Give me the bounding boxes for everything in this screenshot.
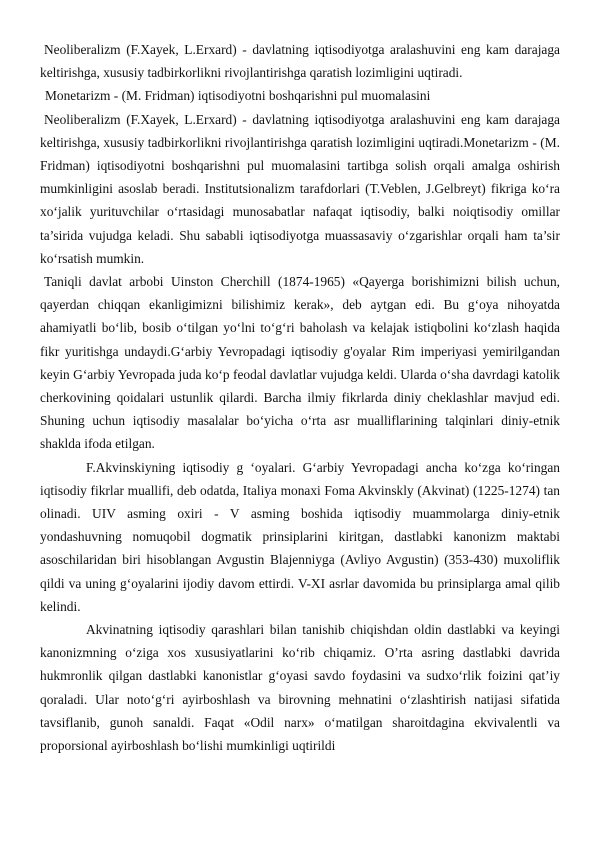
paragraph-akvinskiy: F.Akvinskiyning iqtisodiy g ‘oyalari. G‘arbiy Yevropadagi ancha ko‘zga ko‘ringan iqtisodiy fikrlar muallifi, deb odatda, Italiya monaxi Foma Akvinskly (Akvinat) (1225-1274) tan olinadi. UIV asming oxiri - V asming boshida iqtisodiy muammolarga diniy-etnik yondashuvning nomuqobil dogmatik prinsiplarini kiritgan, dastlabki kanonizm maktabi asoschilaridan biri hisoblangan Avgustin Blajenniyga (Avliyo Avgustin) (353-430) muxoliflik qildi va uning g‘oyalarini ijodiy davom ettirdi. V-XI asrlar davomida bu prinsiplarga amal qilib kelindi. <box>40 459 560 614</box>
document-page <box>40 38 560 757</box>
paragraph-neoliberalizm-full: Neoliberalizm (F.Xayek, L.Erxard) - davlatning iqtisodiyotga aralashuvini eng kam darajaga keltirishga, xususiy tadbirkorlikni rivojlantirishga qaratish lozimligini uqtiradi.Monetarizm - (M. Fridman) iqtisodiyotni boshqarishni pul muomalasini tartibga solish orqali amalga oshirish mumkinligini asoslab beradi. Institutsionalizm tarafdorlari (T.Veblen, J.Gelbreyt) fikriga ko‘ra xo‘jalik yurituvchilar o‘rtasidagi munosabatlar nafaqat iqtisodiy, balki noiqtisodiy omillar ta’sirida vujudga keladi. Shu sababli iqtisodiyotga muassasaviy o‘zgarishlar orqali ham ta’sir ko‘rsatish mumkin. <box>40 111 560 266</box>
paragraph-neoliberalizm-intro: Neoliberalizm (F.Xayek, L.Erxard) - davlatning iqtisodiyotga aralashuvini eng kam darajaga keltirishga, xususiy tadbirkorlikni rivojlantirishga qaratish lozimligini uqtiradi. <box>40 42 560 81</box>
paragraph-akvinat-views: Akvinatning iqtisodiy qarashlari bilan tanishib chiqishdan oldin dastlabki va keyingi kanonizmning o‘ziga xos xususiyatlarini ko‘rib chiqamiz. O’rta asring dastlabki davrida hukmronlik qilgan dastlabki kanonistlar g‘oyasi savdo foydasini va sudxo‘rlik foizini qat’iy qoraladi. Ular noto‘g‘ri ayirboshlash va birovning mehnatini o‘zlashtirish natijasi sifatida tavsiflanib, gunoh sanaldi. Faqat «Odil narx» o‘matilgan sharoitdagina ekvivalentli va proporsional ayirboshlash bo‘lishi mumkinligi uqtirildi <box>40 622 560 754</box>
paragraph-monetarizm-heading: Monetarizm - (M. Fridman) iqtisodiyotni boshqarishni pul muomalasini <box>45 88 431 104</box>
paragraph-cherchill: Taniqli davlat arbobi Uinston Cherchill (1874-1965) «Qayerga borishimizni bilish uchun, qayerdan chiqqan ekanligimizni bilishimiz kerak», deb aytgan edi. Bu g‘oya nihoyatda ahamiyatli bo‘lib, bosib o‘tilgan yo‘lni to‘g‘ri baholash va kelajak istiqbolini ko‘zlash haqida fikr yuritishga undaydi.G‘arbiy Yevropadagi iqtisodiy g'oyalar Rim imperiyasi yemirilgandan keyin G‘arbiy Yevropada juda ko‘p feodal davlatlar vujudga keldi. Ularda o‘sha davrdagi katolik cherkovining qoidalari ustunlik qilardi. Barcha ilmiy fikrlarda diniy cheklashlar mavjud edi. Shuning uchun iqtisodiy masalalar bo‘yicha o‘rta asr mualliflarining talqinlari diniy-etnik shaklda ifoda etilgan. <box>40 274 560 452</box>
